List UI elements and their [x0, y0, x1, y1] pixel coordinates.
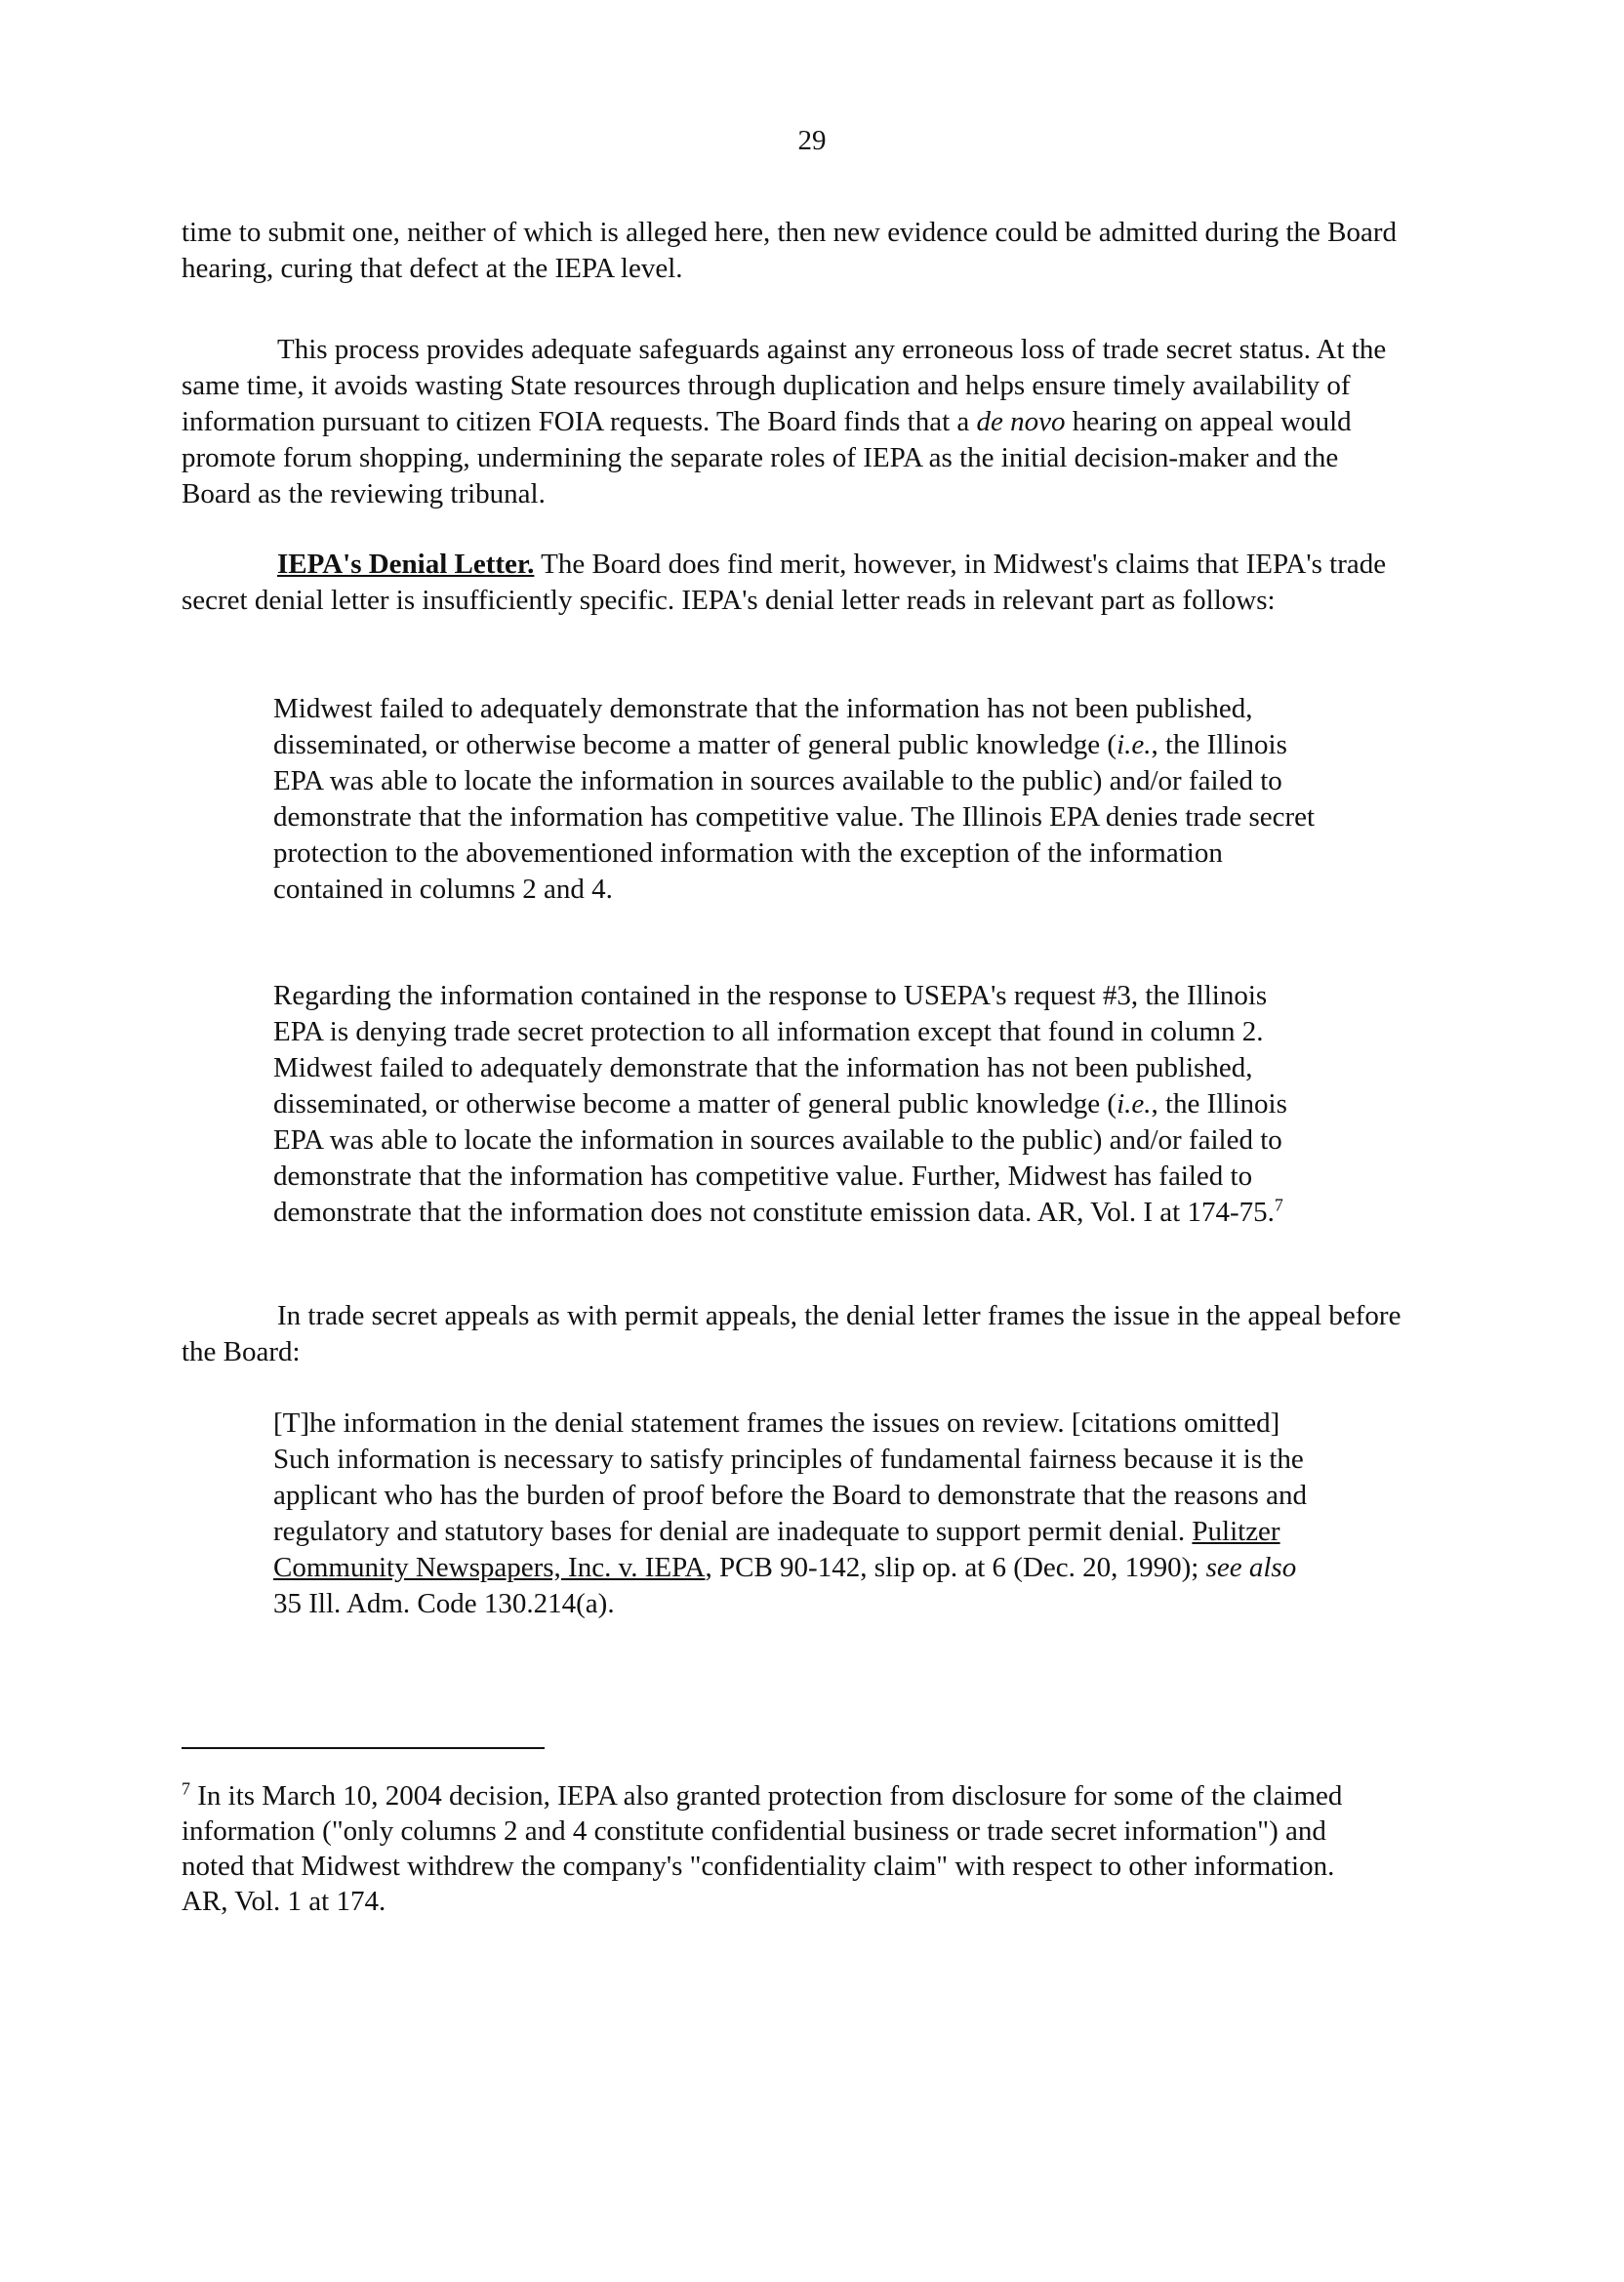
quote-text: , the Illinois EPA was able to locate the information in sources available to the public) and/or failed to demonstrate that the information has competitive value. The Illinois EPA denies trade secret protection to the abovementioned information with the exception of the information contained in columns 2 and 4.: [273, 729, 1316, 905]
footnote-number: 7: [182, 1778, 190, 1799]
italic-term: de novo: [976, 406, 1066, 437]
section-heading: IEPA's Denial Letter.: [277, 549, 535, 580]
paragraph-text: hearing on appeal would promote forum shopping, undermining the separate roles of IEPA as the initial decision-maker and the Board as the reviewing tribunal.: [182, 406, 1352, 509]
footnote-reference[interactable]: 7: [1274, 1195, 1283, 1215]
paragraph-denial-letter: [182, 547, 1411, 619]
block-quote-3: [273, 1406, 1318, 1622]
paragraph-text: time to submit one, neither of which is alleged here, then new evidence could be admitted during the Board hearing, curing that defect at the IEPA level.: [182, 217, 1398, 284]
quote-text: , the Illinois EPA was able to locate the information in sources available to the public) and/or failed to demonstrate that the information has competitive value. Further, Midwest has failed to demonstrate that the information does not constitute emission data. AR, Vol. I at 174-75.: [273, 1088, 1287, 1228]
footnote-7: [182, 1778, 1382, 1919]
block-quote-1: [273, 691, 1318, 908]
quote-text: Regarding the information contained in the response to USEPA's request #3, the Illinois EPA is denying trade secret protection to all information except that found in column 2. Midwest failed to adequately demonstrate that the information has not been published, disseminated, or otherwise become a matter of general public knowledge (: [273, 980, 1268, 1120]
italic-term: i.e.: [1116, 1088, 1152, 1120]
paragraph-trade-secret-appeals: [182, 1298, 1411, 1370]
footnote-text: In its March 10, 2004 decision, IEPA also granted protection from disclosure for some of the claimed information ("only columns 2 and 4 constitute confidential business or trade secret information") and noted that Midwest withdrew the company's "confidentiality claim" with respect to other information. AR, Vol. 1 at 174.: [182, 1780, 1343, 1917]
block-quote-2: [273, 978, 1318, 1231]
page-number: 29: [797, 125, 827, 156]
case-citation: Pulitzer Community Newspapers, Inc. v. IEPA: [273, 1516, 1280, 1583]
quote-text: , PCB 90-142, slip op. at 6 (Dec. 20, 1990);: [705, 1552, 1206, 1583]
paragraph-continuation: [182, 215, 1411, 287]
paragraph-text: The Board does find merit, however, in Midwest's claims that IEPA's trade secret denial letter is insufficiently specific. IEPA's denial letter reads in relevant part as follows:: [182, 549, 1387, 616]
italic-term: i.e.: [1116, 729, 1152, 760]
footnote-separator: [182, 1747, 545, 1749]
italic-signal: see also: [1205, 1552, 1297, 1583]
quote-text: [T]he information in the denial statement frames the issues on review. [citations omitted] Such information is necessary to satisfy principles of fundamental fairness because it is the applicant who has the burden of proof before the Board to demonstrate that the reasons and regulatory and statutory bases for denial are inadequate to support permit denial.: [273, 1407, 1307, 1547]
quote-text: Midwest failed to adequately demonstrate that the information has not been published, disseminated, or otherwise become a matter of general public knowledge (: [273, 693, 1253, 760]
quote-text: 35 Ill. Adm. Code 130.214(a).: [273, 1588, 615, 1619]
paragraph-text: In trade secret appeals as with permit appeals, the denial letter frames the issue in the appeal before the Board:: [182, 1300, 1401, 1367]
paragraph-text: This process provides adequate safeguards against any erroneous loss of trade secret status. At the same time, it avoids wasting State resources through duplication and helps ensure timely availability of information pursuant to citizen FOIA requests. The Board finds that a: [182, 334, 1387, 437]
paragraph-process-safeguards: [182, 332, 1411, 512]
